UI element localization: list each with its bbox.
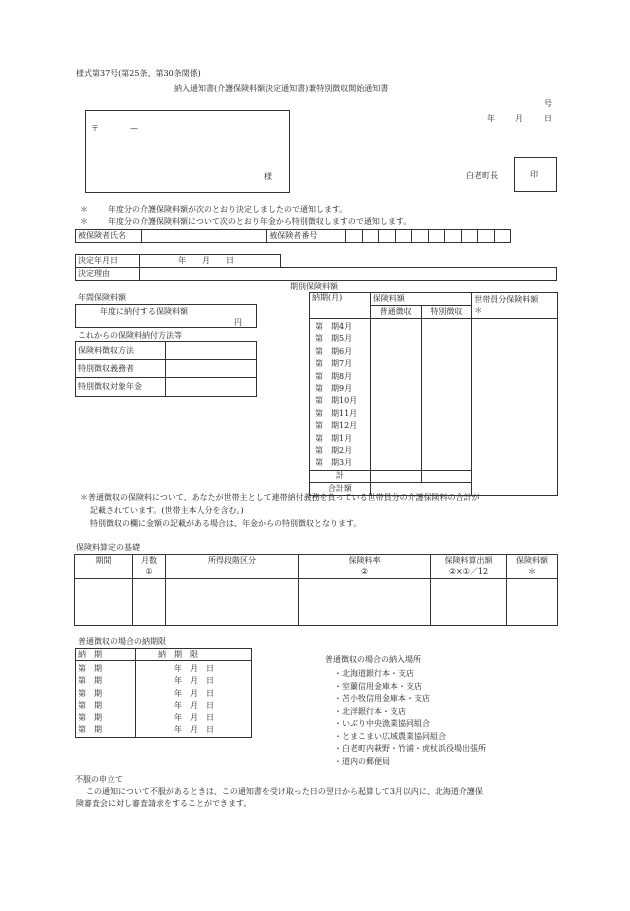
deadline-date: 年 月 日 — [174, 688, 214, 698]
deadline-date: 年 月 日 — [174, 713, 214, 723]
deadline-date: 年 月 日 — [174, 700, 214, 710]
place-item: ・とまこまい広域農業協同組合 — [334, 731, 446, 741]
installment-period: 第 期2月 — [315, 445, 353, 455]
installment-period: 第 期5月 — [315, 334, 353, 344]
form-number: 様式第37号(第25条、第30条関係) — [76, 69, 201, 78]
date-year: 年 — [487, 114, 495, 123]
place-item: ・苫小牧信用金庫本・支店 — [334, 694, 430, 703]
basis-col-amount: 保険料額 ＊ — [507, 555, 558, 579]
insured-name-label: 被保険者氏名 — [76, 230, 142, 243]
annual-row-label: 年度に納付する保険料額 — [100, 307, 188, 316]
deadlines-heading: 普通徴収の場合の納期限 — [78, 637, 166, 646]
deadline-period: 第 期 — [78, 688, 102, 698]
deadline-date: 年 月 日 — [174, 725, 214, 735]
insured-number-label: 被保険者番号 — [267, 230, 346, 243]
honorific: 様 — [264, 172, 272, 181]
payment-method-row: 特別徴収義務者 — [76, 360, 166, 378]
installments-table — [309, 292, 558, 496]
place-item: ・道内の郵便局 — [334, 756, 390, 766]
notice-2-text: 年度分の介護保険料額について次のとおり年金から特別徴収しますので通知します。 — [108, 217, 412, 226]
installment-period: 第 期4月 — [315, 322, 353, 331]
footnote-line-1: ＊普通徴収の保険料について、あなたが世帯主として連帯納付義務を負っている世帯員分の介護保険料の合計が — [80, 493, 480, 502]
installment-period: 第 期7月 — [315, 359, 353, 369]
col-normal: 普通徴収 — [370, 306, 421, 319]
places-list — [334, 668, 486, 768]
document-title: 納入通知書(介護保険料額決定通知書)兼特別徴収開始通知書 — [174, 84, 389, 93]
place-item: ・室蘭信用金庫本・支店 — [334, 681, 422, 691]
decision-reason-label: 決定理由 — [76, 268, 140, 281]
number-label: 号 — [544, 99, 552, 108]
notice-1-mark: ＊ — [80, 205, 88, 214]
installment-period: 第 期9月 — [315, 383, 353, 393]
basis-col-grade: 所得段階区分 — [166, 555, 299, 579]
basis-table — [74, 554, 558, 626]
installment-period: 第 期10月 — [315, 396, 358, 406]
basis-heading: 保険料算定の基礎 — [76, 543, 140, 552]
annual-heading: 年間保険料額 — [78, 293, 126, 302]
date-month: 月 — [515, 114, 523, 123]
payment-method-table — [75, 341, 257, 397]
installment-period: 第 期3月 — [315, 458, 353, 468]
place-item: ・いぶり中央漁業協同組合 — [334, 719, 430, 728]
deadlines-table — [75, 648, 252, 738]
postal-mark: 〒 — [91, 124, 99, 133]
subtotal-label: 計 — [310, 470, 371, 482]
annual-unit: 円 — [234, 318, 242, 327]
place-item: ・白老町内萩野・竹浦・虎杖浜役場出張所 — [334, 744, 486, 753]
deadline-dates — [136, 661, 252, 738]
deadline-periods — [76, 661, 136, 738]
objection-line-2: 険審査会に対し審査請求をすることができます。 — [76, 799, 252, 808]
deadline-date: 年 月 日 — [174, 664, 214, 673]
col-premium: 保険料額 — [370, 293, 471, 306]
places-heading: 普通徴収の場合の納入場所 — [325, 655, 421, 664]
notice-1-text: 年度分の介護保険料額が次のとおり決定しましたので通知します。 — [108, 205, 348, 214]
installment-period: 第 期11月 — [315, 408, 358, 418]
basis-col-period: 期間 — [75, 555, 133, 579]
payment-method-heading: これからの保険料納付方法等 — [78, 331, 182, 340]
footnote-line-3: 特別徴収の欄に金額の記載がある場合は、年金からの特別徴収となります。 — [90, 519, 362, 528]
installment-period: 第 期8月 — [315, 371, 353, 381]
deadline-period: 第 期 — [78, 664, 102, 673]
seal-label: 印 — [530, 170, 538, 179]
date-day: 日 — [544, 114, 552, 123]
decision-reason-table — [75, 267, 557, 281]
col-special: 特別徴収 — [421, 306, 472, 319]
col-household: 世帯員分保険料額 ＊ — [472, 293, 558, 319]
basis-col-calc: 保険料算出額 ②×①／12 — [431, 555, 507, 579]
deadline-period: 第 期 — [78, 676, 102, 686]
postal-dash: — — [130, 124, 138, 133]
annual-box — [75, 304, 257, 328]
deadline-period: 第 期 — [78, 713, 102, 723]
deadlines-col-period: 納 期 — [76, 649, 136, 661]
seal-box — [514, 157, 557, 192]
decision-date-value: 年 月 日 — [140, 255, 281, 268]
place-item: ・北海道銀行本・支店 — [334, 669, 414, 678]
installment-period: 第 期1月 — [315, 433, 353, 443]
period-list — [310, 319, 371, 471]
place-item: ・北洋銀行本・支店 — [334, 706, 406, 716]
payment-method-row: 保険料徴収方法 — [76, 342, 166, 360]
insured-name-value — [141, 230, 266, 243]
mayor-label: 白老町長 — [466, 171, 498, 180]
basis-col-rate: 保険料率 ② — [299, 555, 431, 579]
objection-heading: 不服の申立て — [75, 775, 123, 784]
footnote-line-2: 記載されています。(世帯主本人分を含む。) — [90, 506, 244, 515]
decision-date-label: 決定年月日 — [76, 255, 140, 268]
deadline-period: 第 期 — [78, 725, 102, 735]
basis-col-months: 月数 ① — [133, 555, 166, 579]
installment-period: 第 期12月 — [315, 421, 358, 431]
total-label: 合計額 — [310, 482, 371, 495]
deadline-date: 年 月 日 — [174, 676, 214, 686]
installments-heading: 期別保険料額 — [290, 282, 338, 291]
payment-method-row: 特別徴収対象年金 — [76, 378, 166, 397]
col-period: 納期(月) — [310, 293, 371, 319]
installment-period: 第 期6月 — [315, 346, 353, 356]
address-box — [85, 110, 290, 193]
notice-2-mark: ＊ — [80, 217, 88, 226]
decision-reason-value — [140, 268, 557, 281]
objection-line-1: この通知について不服があるときは、この通知書を受け取った日の翌日から起算して3月以内に、北海道介護保 — [86, 787, 483, 796]
deadline-period: 第 期 — [78, 700, 102, 710]
insured-table — [75, 229, 511, 243]
decision-date-table — [75, 254, 281, 268]
deadlines-col-deadline: 納 期 限 — [136, 649, 252, 661]
